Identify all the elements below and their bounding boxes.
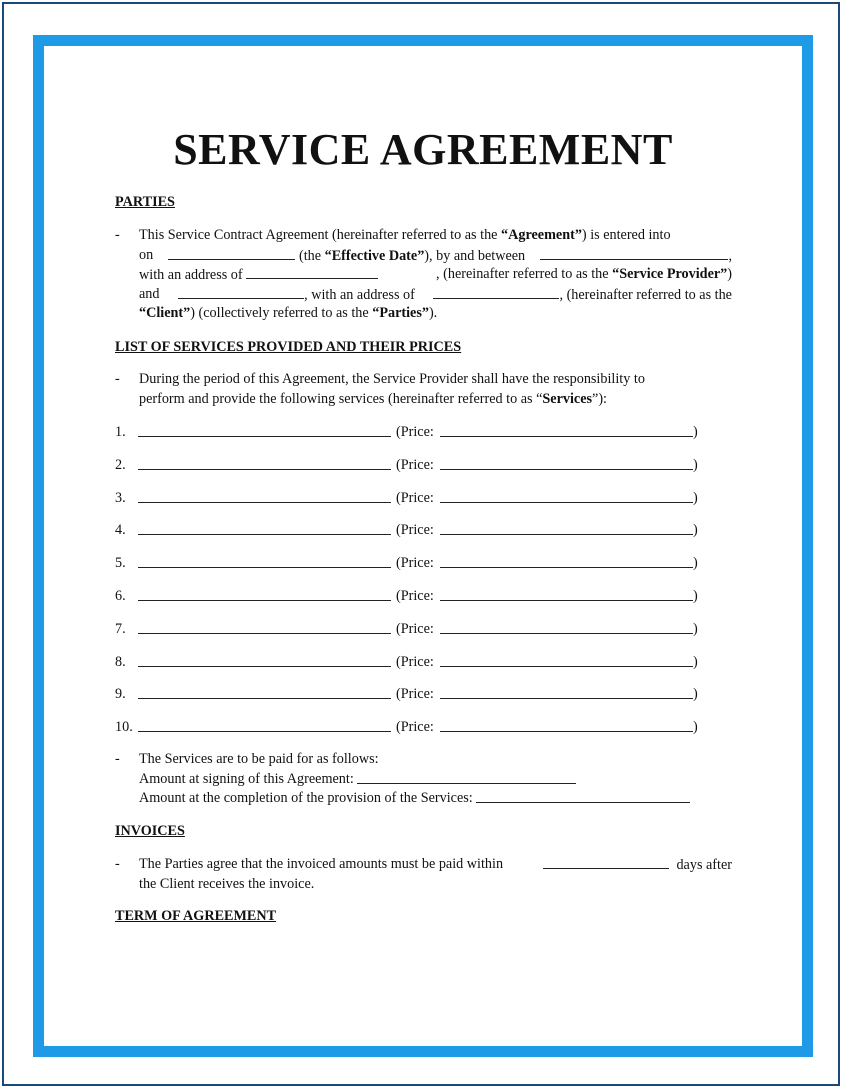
price-close-paren: )	[693, 588, 698, 604]
service-number: 2.	[115, 456, 126, 473]
price-blank[interactable]	[440, 718, 693, 732]
price-label: (Price:	[396, 588, 434, 604]
service-row	[115, 456, 715, 476]
parties-and-label: and	[139, 285, 160, 302]
invoices-text-2: the Client receives the invoice.	[139, 875, 315, 892]
parties-paragraph	[139, 226, 732, 324]
effective-date-group: (the “Effective Date”), by and between	[168, 246, 525, 266]
client-name-blank[interactable]	[178, 285, 304, 299]
document-title: SERVICE AGREEMENT	[173, 125, 673, 174]
client-name-group: , with an address of	[178, 285, 415, 305]
service-number: 10.	[115, 719, 133, 736]
price-blank[interactable]	[440, 423, 693, 437]
parties-line-1	[139, 226, 732, 246]
bullet-payment: -	[115, 751, 120, 767]
price-blank[interactable]	[440, 554, 693, 568]
service-row	[115, 685, 715, 705]
payment-signing-line	[139, 770, 732, 790]
parties-heading: PARTIES	[115, 194, 175, 210]
service-number: 1.	[115, 424, 126, 440]
service-row	[115, 489, 715, 509]
payment-block	[139, 750, 732, 809]
service-name-blank[interactable]	[138, 718, 391, 732]
service-row	[115, 620, 715, 640]
invoices-line-2	[139, 875, 732, 895]
service-row	[115, 521, 715, 541]
service-name-blank[interactable]	[138, 521, 391, 535]
services-intro-text-2: perform and provide the following services (hereinafter referred to as “Services”):	[139, 390, 607, 407]
price-label: (Price:	[396, 653, 434, 670]
price-blank[interactable]	[440, 489, 693, 503]
service-row	[115, 423, 715, 443]
service-row	[115, 587, 715, 607]
signing-label: Amount at signing of this Agreement:	[139, 770, 354, 787]
service-name-blank[interactable]	[138, 554, 391, 568]
price-label: (Price:	[396, 489, 434, 506]
provider-address-blank[interactable]	[246, 265, 378, 279]
signing-amount-blank[interactable]	[357, 770, 576, 784]
bullet-invoices: -	[115, 856, 120, 872]
price-label: (Price:	[396, 424, 434, 440]
invoice-days-group: days after	[543, 855, 732, 875]
invoices-heading: INVOICES	[115, 823, 185, 839]
bullet-parties: -	[115, 227, 120, 243]
service-number: 4.	[115, 522, 126, 539]
service-number: 7.	[115, 620, 126, 637]
service-name-blank[interactable]	[138, 456, 391, 470]
parties-line-3	[139, 265, 732, 285]
completion-label: Amount at the completion of the provision of the Services:	[139, 790, 473, 807]
effective-date-blank[interactable]	[168, 246, 295, 260]
service-name-blank[interactable]	[138, 489, 391, 503]
parties-text-5: “Client”) (collectively referred to as the “Parties”).	[139, 305, 438, 322]
service-name-blank[interactable]	[138, 653, 391, 667]
price-close-paren: )	[693, 719, 698, 736]
price-close-paren: )	[693, 555, 698, 572]
service-name-blank[interactable]	[138, 587, 391, 601]
price-close-paren: )	[693, 522, 698, 539]
services-heading: LIST OF SERVICES PROVIDED AND THEIR PRICES	[115, 339, 462, 355]
price-label: (Price:	[396, 686, 434, 703]
client-address-group: , (hereinafter referred to as the	[433, 285, 732, 305]
service-row	[115, 653, 715, 673]
payment-intro: The Services are to be paid for as follows:	[139, 751, 379, 767]
service-number: 5.	[115, 555, 126, 572]
service-number: 8.	[115, 653, 126, 670]
price-close-paren: )	[693, 489, 698, 506]
services-intro-line-1	[139, 370, 732, 390]
term-heading: TERM OF AGREEMENT	[115, 908, 277, 924]
invoices-paragraph	[139, 855, 732, 894]
invoices-line-1	[139, 855, 732, 875]
service-name-blank[interactable]	[138, 620, 391, 634]
price-close-paren: )	[693, 424, 698, 440]
price-label: (Price:	[396, 456, 434, 473]
provider-name-blank[interactable]	[540, 246, 728, 260]
completion-amount-blank[interactable]	[476, 789, 690, 803]
provider-ref-text: , (hereinafter referred to as the “Service Provider”)	[436, 266, 732, 283]
service-name-blank[interactable]	[138, 423, 391, 437]
client-address-blank[interactable]	[433, 285, 559, 299]
price-blank[interactable]	[440, 620, 693, 634]
service-row	[115, 554, 715, 574]
bullet-services: -	[115, 371, 120, 387]
parties-line-4	[139, 285, 732, 305]
price-close-paren: )	[693, 620, 698, 637]
price-label: (Price:	[396, 522, 434, 539]
parties-on-label: on	[139, 246, 154, 263]
services-intro	[139, 370, 732, 409]
services-intro-text-1: During the period of this Agreement, the Service Provider shall have the responsibility to	[139, 371, 645, 387]
service-number: 6.	[115, 588, 126, 604]
price-label: (Price:	[396, 620, 434, 637]
price-blank[interactable]	[440, 456, 693, 470]
provider-address-group: with an address of	[139, 265, 378, 285]
price-blank[interactable]	[440, 653, 693, 667]
payment-intro-line	[139, 750, 732, 770]
parties-line-5	[139, 304, 732, 324]
price-blank[interactable]	[440, 521, 693, 535]
service-row	[115, 718, 715, 738]
provider-name-group: ,	[540, 246, 732, 266]
price-blank[interactable]	[440, 587, 693, 601]
invoice-days-blank[interactable]	[543, 855, 669, 869]
parties-line-2	[139, 246, 732, 266]
price-close-paren: )	[693, 653, 698, 670]
service-number: 3.	[115, 489, 126, 506]
price-close-paren: )	[693, 686, 698, 703]
payment-completion-line	[139, 789, 732, 809]
invoices-text-1: The Parties agree that the invoiced amounts must be paid within	[139, 856, 504, 872]
price-blank[interactable]	[440, 685, 693, 699]
price-close-paren: )	[693, 456, 698, 473]
parties-text-1: This Service Contract Agreement (hereinafter referred to as the “Agreement”) is entered into	[139, 227, 671, 243]
service-name-blank[interactable]	[138, 685, 391, 699]
price-label: (Price:	[396, 555, 434, 572]
services-intro-line-2	[139, 390, 732, 410]
price-label: (Price:	[396, 719, 434, 736]
service-number: 9.	[115, 686, 126, 703]
